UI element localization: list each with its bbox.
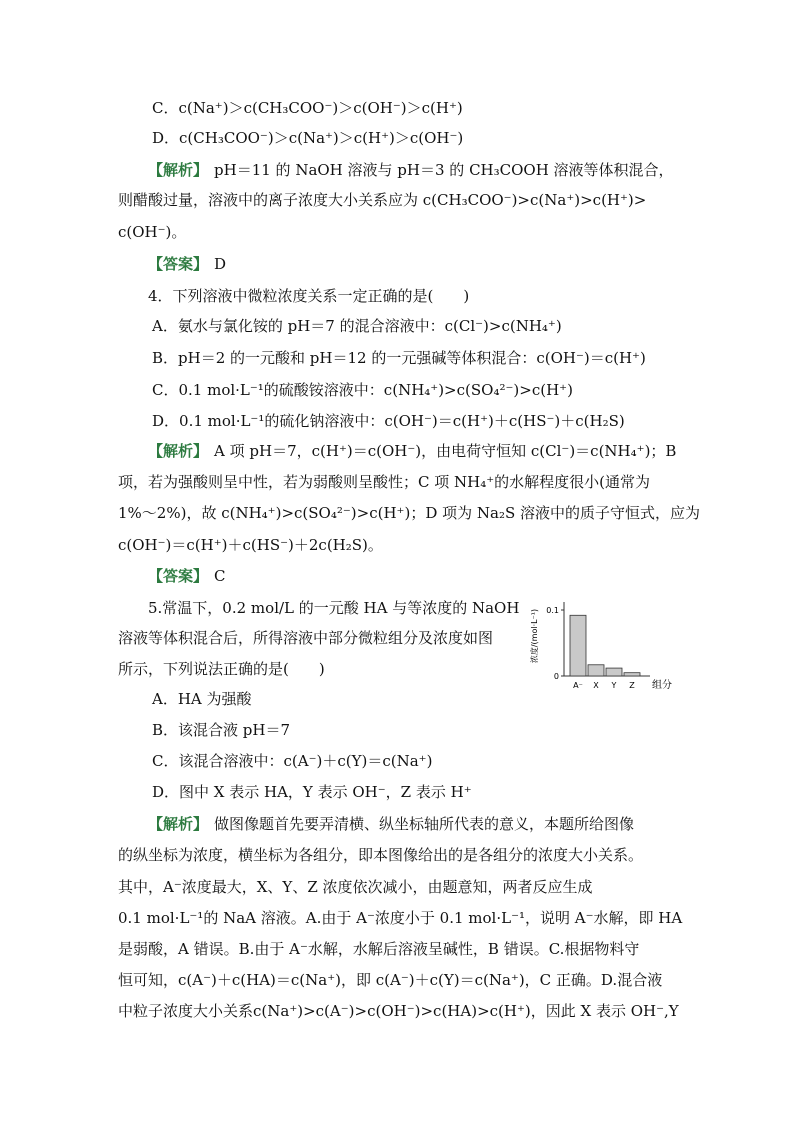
q3-analysis-line-3: c(OH⁻)。 (118, 223, 187, 241)
chart-x-axis-label: 组分 (652, 680, 672, 691)
analysis-tag: 【解析】 (148, 442, 209, 460)
q5-analysis-line-1 (148, 814, 634, 834)
answer-text: D (214, 255, 227, 273)
q5-analysis-line-6: 恒可知，c(A⁻)＋c(HA)＝c(Na⁺)，即 c(A⁻)＋c(Y)＝c(Na⁺)，C 正确。D.混合液 (118, 971, 663, 989)
q4-analysis-line-4: c(OH⁻)＝c(H⁺)＋c(HS⁻)＋2c(H₂S)。 (118, 536, 383, 554)
q5-stem-line-2: 溶液等体积混合后，所得溶液中部分微粒组分及浓度如图 (118, 629, 494, 647)
q4-option-a: A．氨水与氯化铵的 pH＝7 的混合溶液中：c(Cl⁻)>c(NH₄⁺) (152, 317, 562, 335)
chart-y-tick-label: 0.1 (546, 606, 559, 615)
q5-analysis-line-3: 其中，A⁻浓度最大，X、Y、Z 浓度依次减小，由题意知，两者反应生成 (118, 878, 593, 896)
q5-analysis-line-2: 的纵坐标为浓度，横坐标为各组分，即本图像给出的是各组分的浓度大小关系。 (118, 846, 644, 864)
chart-bar (570, 615, 586, 676)
q4-answer (148, 566, 226, 586)
chart-x-tick-label: Z (629, 681, 635, 690)
q4-stem: 4．下列溶液中微粒浓度关系一定正确的是( ) (148, 287, 470, 305)
q5-stem-line-3: 所示，下列说法正确的是( ) (118, 660, 325, 678)
chart-bar (606, 668, 622, 676)
q3-option-c: C．c(Na⁺)＞c(CH₃COO⁻)＞c(OH⁻)＞c(H⁺) (152, 99, 463, 117)
q4-analysis-line-2: 项，若为强酸则呈中性，若为弱酸则呈酸性；C 项 NH₄⁺的水解程度很小(通常为 (118, 473, 651, 491)
q5-option-c: C．该混合溶液中：c(A⁻)＋c(Y)＝c(Na⁺) (152, 752, 433, 770)
chart-bar (588, 665, 604, 676)
chart-x-tick-label: Y (611, 681, 617, 690)
answer-text: C (214, 567, 226, 585)
q5-option-d: D．图中 X 表示 HA，Y 表示 OH⁻，Z 表示 H⁺ (152, 783, 472, 801)
concentration-bar-chart (524, 596, 678, 692)
q3-answer (148, 254, 226, 274)
q5-analysis-line-4: 0.1 mol·L⁻¹的 NaA 溶液。A.由于 A⁻浓度小于 0.1 mol·L⁻¹，说明 A⁻水解，即 HA (118, 909, 683, 927)
analysis-tag: 【解析】 (148, 161, 209, 179)
q5-analysis-line-5: 是弱酸，A 错误。B.由于 A⁻水解，水解后溶液呈碱性，B 错误。C.根据物料守 (118, 940, 640, 958)
chart-x-tick-label: A⁻ (573, 681, 583, 690)
q3-analysis-line-1 (148, 160, 674, 180)
q4-option-c: C．0.1 mol·L⁻¹的硫酸铵溶液中：c(NH₄⁺)>c(SO₄²⁻)>c(H⁺) (152, 381, 573, 399)
q4-option-d: D．0.1 mol·L⁻¹的硫化钠溶液中：c(OH⁻)＝c(H⁺)＋c(HS⁻)＋c(H₂S) (152, 412, 625, 430)
chart-y-axis-label: 浓度/(mol·L⁻¹) (530, 608, 539, 664)
analysis-tag: 【解析】 (148, 815, 209, 833)
q4-analysis-line-1 (148, 441, 676, 461)
answer-tag: 【答案】 (148, 255, 209, 273)
q3-option-d: D．c(CH₃COO⁻)＞c(Na⁺)＞c(H⁺)＞c(OH⁻) (152, 129, 464, 147)
q4-analysis-line-3: 1%～2%)，故 c(NH₄⁺)>c(SO₄²⁻)>c(H⁺)；D 项为 Na₂S 溶液中的质子守恒式，应为 (118, 504, 701, 522)
q5-analysis-line-7: 中粒子浓度大小关系c(Na⁺)>c(A⁻)>c(OH⁻)>c(HA)>c(H⁺)，因此 X 表示 OH⁻,Y (118, 1002, 679, 1020)
q5-option-a: A．HA 为强酸 (152, 690, 252, 708)
chart-bar (624, 673, 640, 676)
chart-x-tick-label: X (593, 681, 599, 690)
chart-y-tick-label: 0 (553, 672, 559, 681)
q3-analysis-line-2: 则醋酸过量，溶液中的离子浓度大小关系应为 c(CH₃COO⁻)>c(Na⁺)>c(H⁺)> (118, 191, 647, 209)
analysis-text: A 项 pH＝7，c(H⁺)＝c(OH⁻)，由电荷守恒知 c(Cl⁻)＝c(NH₄⁺)；B (214, 442, 677, 460)
answer-tag: 【答案】 (148, 567, 209, 585)
q5-stem-line-1: 5.常温下，0.2 mol/L 的一元酸 HA 与等浓度的 NaOH (148, 599, 520, 617)
q5-option-b: B．该混合液 pH＝7 (152, 721, 291, 739)
analysis-text: pH＝11 的 NaOH 溶液与 pH＝3 的 CH₃COOH 溶液等体积混合， (214, 161, 674, 179)
analysis-text: 做图像题首先要弄清横、纵坐标轴所代表的意义，本题所给图像 (214, 815, 635, 833)
q4-option-b: B．pH＝2 的一元酸和 pH＝12 的一元强碱等体积混合：c(OH⁻)＝c(H⁺) (152, 349, 646, 367)
